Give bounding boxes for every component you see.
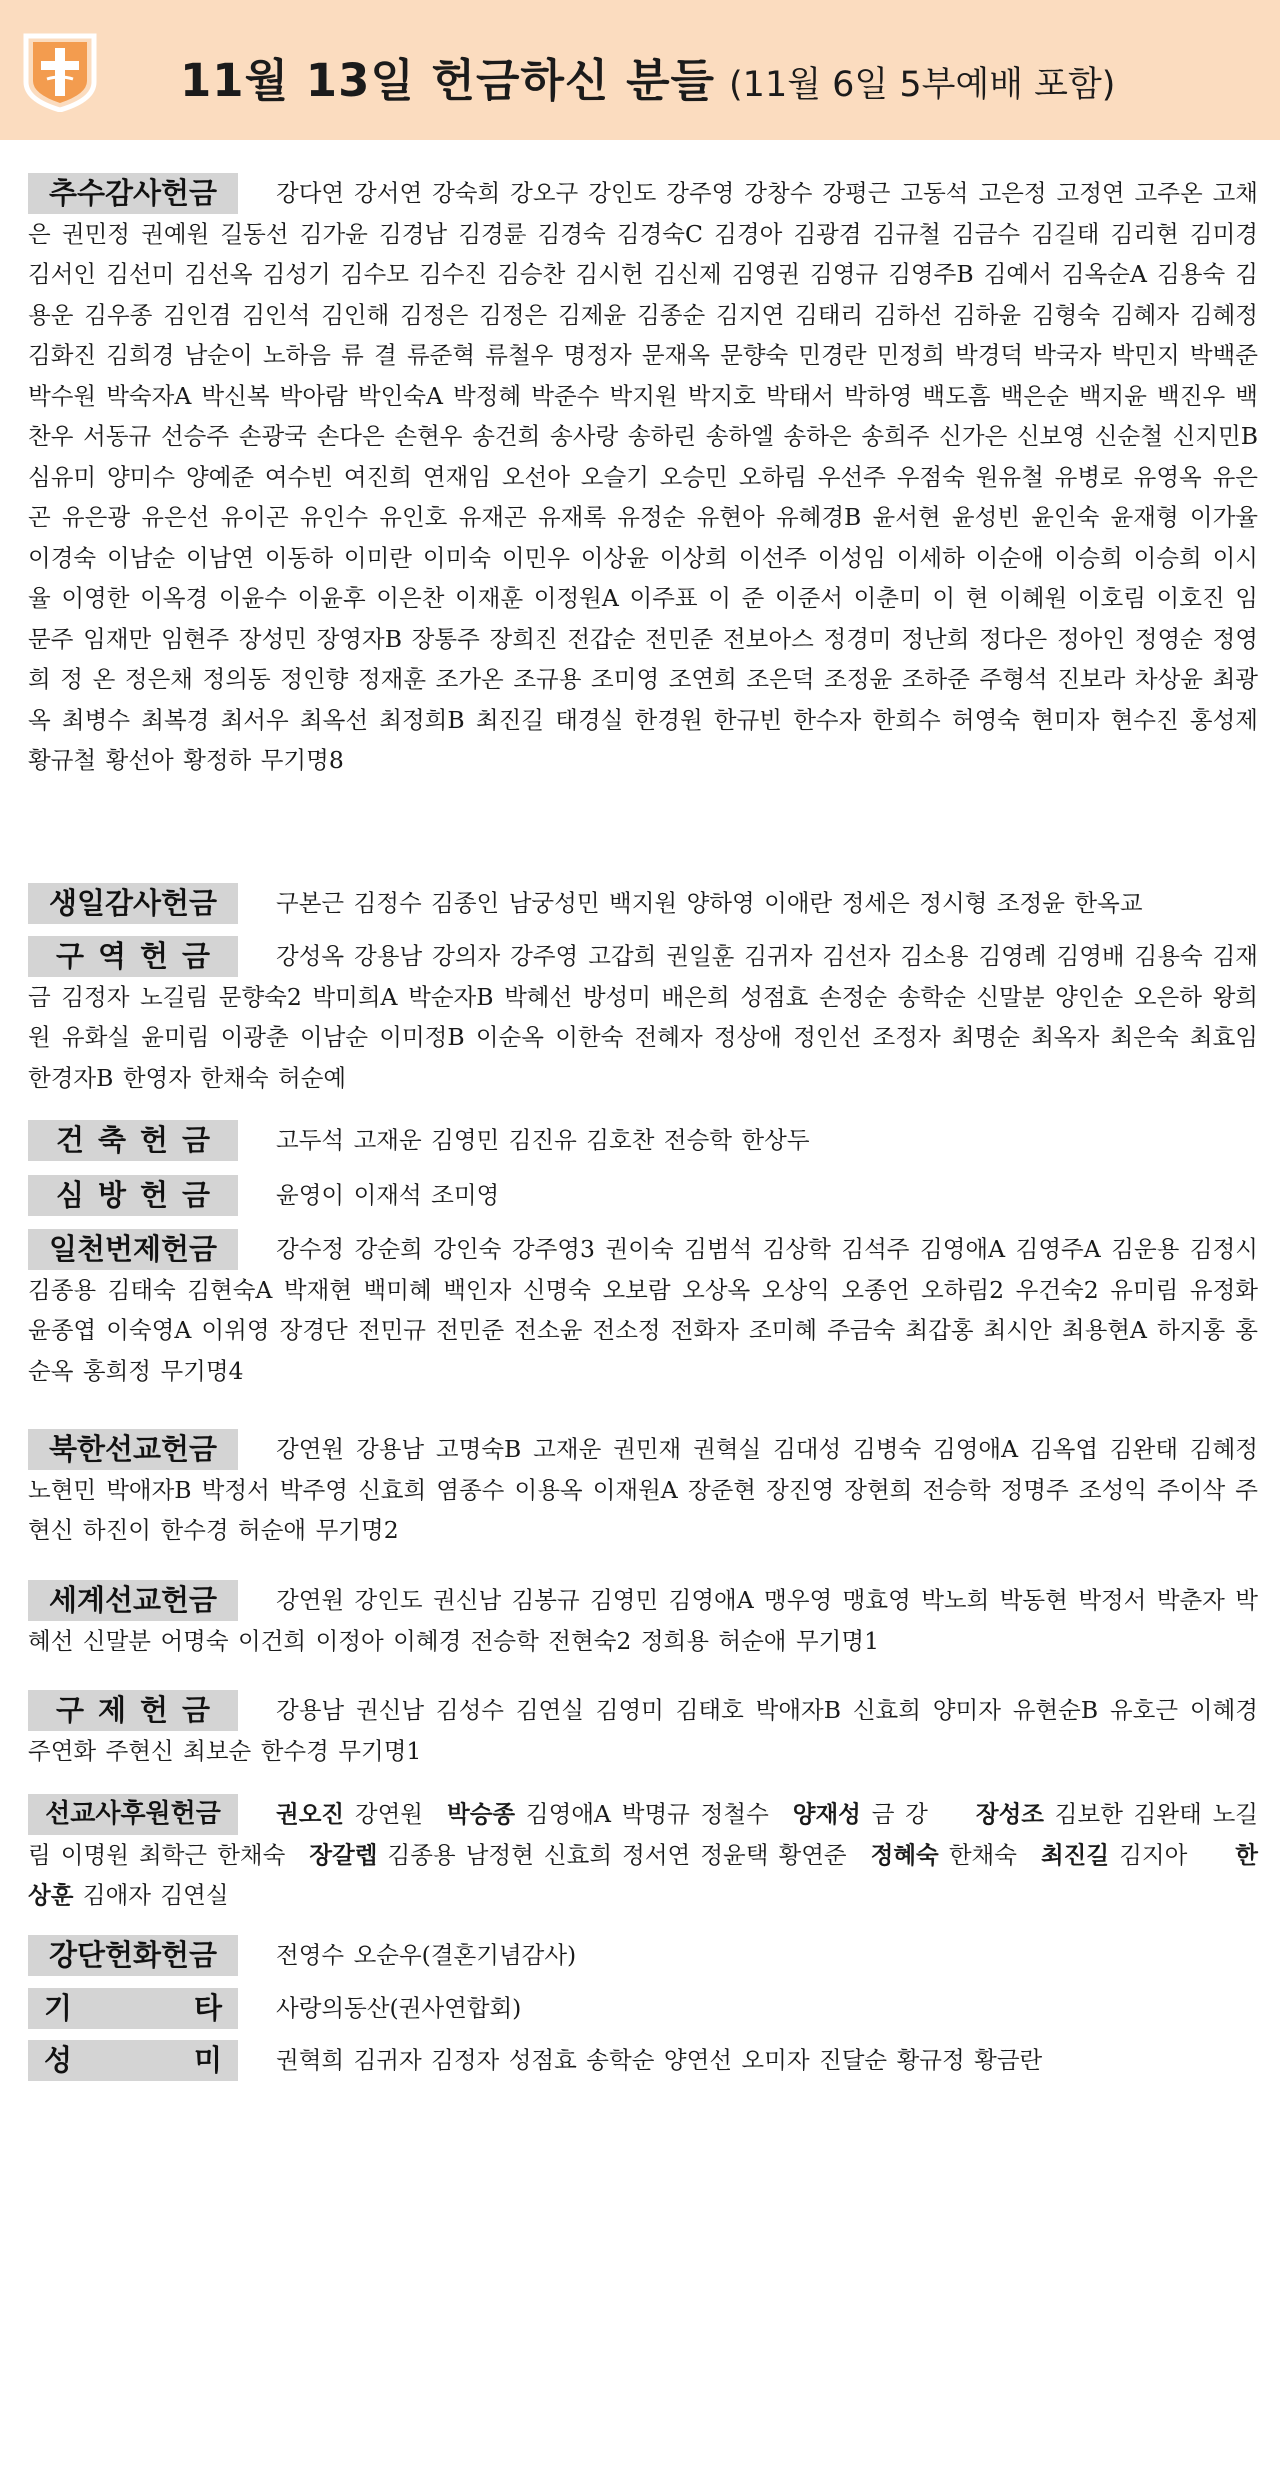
section-label: 북한선교헌금: [28, 1429, 238, 1470]
title-main: 11월 13일 헌금하신 분들: [180, 54, 716, 107]
missionary-groups: [28, 1794, 1258, 1916]
section-other: [28, 1988, 1258, 2029]
missionary-name: 장성조: [975, 1800, 1044, 1828]
supporter-names: 김보한 김완태 노길림 이명원 최학근 한채숙: [28, 1800, 1258, 1869]
section-harvest-thanksgiving: [28, 173, 1268, 781]
missionary-name: 한상훈: [28, 1840, 1258, 1909]
section-label: 기 타: [28, 1988, 238, 2029]
section-visitation: [28, 1175, 1258, 1216]
missionary-name: 박승종: [447, 1800, 516, 1828]
church-cross-logo-icon: [20, 32, 100, 112]
section-label: 일천번제헌금: [28, 1229, 238, 1270]
page-header: [0, 0, 1280, 140]
missionary-name: 정혜숙: [870, 1840, 939, 1869]
section-birthday-thanksgiving: [28, 883, 1258, 924]
donor-names: 구본근 김정수 김종인 남궁성민 백지원 양하영 이애란 정세은 정시형 조정윤 한옥교: [276, 889, 1143, 917]
missionary-name: 장갈렙: [309, 1840, 378, 1869]
section-missionary-support: [28, 1794, 1258, 1916]
section-altar-flowers: [28, 1935, 1258, 1976]
supporter-names: 금 강: [871, 1800, 928, 1828]
title-subtitle: (11월 6일 5부예배 포함): [729, 65, 1116, 105]
donor-names: 강연원 강인도 권신남 김봉규 김영민 김영애A 맹우영 맹효영 박노희 박동현 박정서 박춘자 박혜선 신말분 어명숙 이건희 이정아 이혜경 전승학 전현숙2 정희용 허순애 무기명1: [28, 1586, 1258, 1655]
supporter-names: 강연원: [354, 1800, 424, 1828]
donor-names: 전영수 오순우(결혼기념감사): [276, 1941, 577, 1969]
donor-names: 사랑의동산(권사연합회): [276, 1994, 522, 2022]
donor-names: 강수정 강순희 강인숙 강주영3 권이숙 김범석 김상학 김석주 김영애A 김영주A 김운용 김정시 김종용 김태숙 김현숙A 박재현 백미혜 백인자 신명숙 오보람 오상옥 오상익 오종언 오하림2 우건숙2 유미림 유정화 윤종엽 이숙영A 이위영 장경단 전민규 전민준 전소윤 전소정 전화자 조미혜 주금숙 최갑홍 최시안 최용현A 하지홍 홍순옥 홍희정 무기명4: [28, 1235, 1268, 1385]
supporter-names: 김영애A 박명규 정철수: [525, 1800, 769, 1828]
missionary-name: 양재성: [792, 1800, 861, 1828]
section-relief: [28, 1690, 1268, 1771]
supporter-names: 한채숙: [948, 1840, 1017, 1869]
section-label: 구 제 헌 금: [28, 1690, 238, 1731]
page-title: [180, 44, 1115, 109]
donor-names: 윤영이 이재석 조미영: [276, 1181, 500, 1209]
section-label: 심 방 헌 금: [28, 1175, 238, 1216]
supporter-names: 김지아: [1119, 1840, 1188, 1869]
donor-names: 강다연 강서연 강숙희 강오구 강인도 강주영 강창수 강평근 고동석 고은정 고정연 고주온 고채은 권민정 권예원 길동선 김가윤 김경남 김경륜 김경숙 김경숙C 김경아 김광겸 김규철 김금수 김길태 김리현 김미경 김서인 김선미 김선옥 김성기 김수모 김수진 김승찬 김시헌 김신제 김영권 김영규 김영주B 김예서 김옥순A 김용숙 김용운 김우종 김인겸 김인석 김인해 김정은 김정은 김제윤 김종순 김지연 김태리 김하선 김하윤 김형숙 김혜자 김혜정 김화진 김희경 남순이 노하음 류 결 류준혁 류철우 명정자 문재옥 문향숙 민경란 민정희 박경덕 박국자 박민지 박백준 박수원 박숙자A 박신복 박아람 박인숙A 박정혜 박준수 박지원 박지호 박태서 박하영 백도흠 백은순 백지윤 백진우 백찬우 서동규 선승주 손광국 손다은 손현우 송건희 송사랑 송하린 송하엘 송하은 송희주 신가은 신보영 신순철 신지민B 심유미 양미수 양예준 여수빈 여진희 연재임 오선아 오슬기 오승민 오하림 우선주 우점숙 원유철 유병로 유영옥 유은곤 유은광 유은선 유이곤 유인수 유인호 유재곤 유재록 유정순 유현아 유혜경B 윤서현 윤성빈 윤인숙 윤재형 이가율 이경숙 이남순 이남연 이동하 이미란 이미숙 이민우 이상윤 이상희 이선주 이성임 이세하 이순애 이승희 이승희 이시율 이영한 이옥경 이윤수 이윤후 이은찬 이재훈 이정원A 이주표 이 준 이준서 이춘미 이 현 이혜원 이호림 이호진 임문주 임재만 임현주 장성민 장영자B 장통주 장희진 전갑순 전민준 전보아스 정경미 정난희 정다은 정아인 정영순 정영희 정 온 정은채 정의동 정인향 정재훈 조가온 조규용 조미영 조연희 조은덕 조정윤 조하준 주형석 진보라 차상윤 최광옥 최병수 최복경 최서우 최옥선 최정희B 최진길 태경실 한경원 한규빈 한수자 한희수 허영숙 현미자 현수진 홍성제 황규철 황선아 황정하 무기명8: [28, 179, 1268, 774]
supporter-names: 김종용 남정현 신효희 정서연 정윤택 황연준: [387, 1840, 847, 1869]
section-label: 생일감사헌금: [28, 883, 238, 924]
supporter-names: 김애자 김연실: [82, 1881, 229, 1909]
section-label: 성 미: [28, 2040, 238, 2081]
section-building: [28, 1120, 1258, 1161]
section-label: 세계선교헌금: [28, 1580, 238, 1621]
donor-names: 강성옥 강용남 강의자 강주영 고갑희 권일훈 김귀자 김선자 김소용 김영례 김영배 김용숙 김재금 김정자 노길림 문향숙2 박미희A 박순자B 박혜선 방성미 배은희 성점효 손정순 송학순 신말분 양인순 오은하 왕희원 유화실 윤미림 이광춘 이남순 이미정B 이순옥 이한숙 전혜자 정상애 정인선 조정자 최명순 최옥자 최은숙 최효임 한경자B 한영자 한채숙 허순예: [28, 942, 1268, 1092]
section-north-korea-mission: [28, 1429, 1268, 1551]
section-world-mission: [28, 1580, 1258, 1661]
section-rice-offering: [28, 2040, 1258, 2081]
section-label: 구 역 헌 금: [28, 936, 238, 977]
section-label: 강단헌화헌금: [28, 1935, 238, 1976]
section-label: 건 축 헌 금: [28, 1120, 238, 1161]
section-label: 선교사후원헌금: [28, 1794, 238, 1835]
donor-names: 강연원 강용남 고명숙B 고재운 권민재 권혁실 김대성 김병숙 김영애A 김옥엽 김완태 김혜정 노현민 박애자B 박정서 박주영 신효희 염종수 이용옥 이재원A 장준현 장진영 장현희 전승학 정명주 조성익 주이삭 주현신 하진이 한수경 허순애 무기명2: [28, 1435, 1268, 1544]
missionary-name: 권오진: [276, 1800, 345, 1828]
section-thousand-offerings: [28, 1229, 1268, 1391]
section-district: [28, 936, 1268, 1098]
donor-names: 권혁희 김귀자 김정자 성점효 송학순 양연선 오미자 진달순 황규정 황금란: [276, 2046, 1043, 2074]
missionary-name: 최진길: [1040, 1840, 1110, 1869]
donor-names: 강용남 권신남 김성수 김연실 김영미 김태호 박애자B 신효희 양미자 유현순B 유호근 이혜경 주연화 주현신 최보순 한수경 무기명1: [28, 1696, 1268, 1765]
donor-names: 고두석 고재운 김영민 김진유 김호찬 전승학 한상두: [276, 1126, 810, 1154]
section-label: 추수감사헌금: [28, 173, 238, 214]
